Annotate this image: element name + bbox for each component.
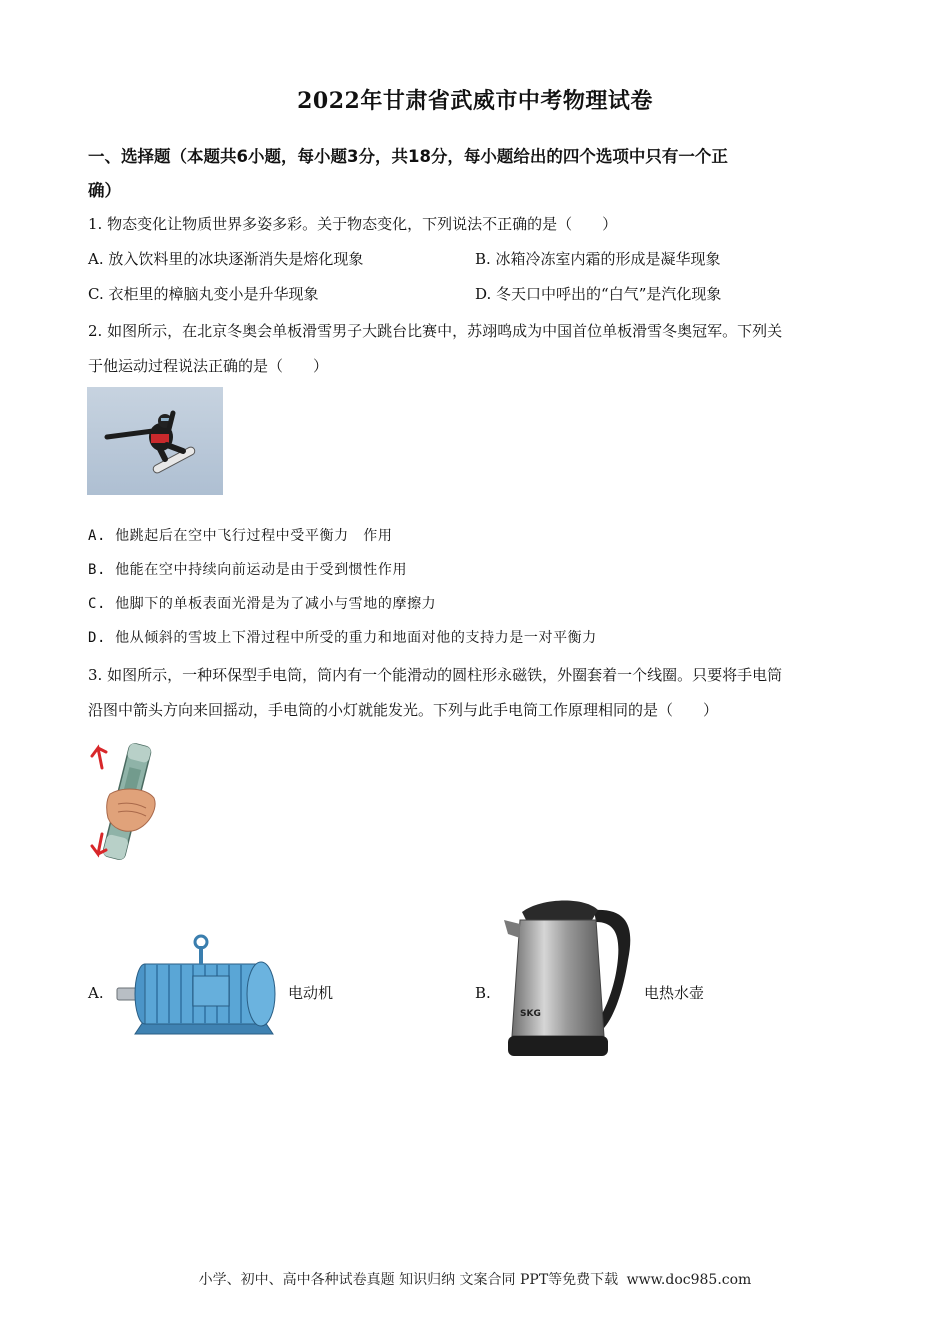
q2-stem-line1: 2. 如图所示，在北京冬奥会单板滑雪男子大跳台比赛中，苏翊鸣成为中国首位单板滑雪冬奥冠军。下列关 — [88, 322, 783, 340]
q1-option-d: D. 冬天口中呼出的“白气”是汽化现象 — [475, 285, 722, 303]
q2-stem-line2: 于他运动过程说法正确的是（ ） — [88, 357, 329, 375]
electric-kettle-image — [500, 890, 635, 1062]
q3-option-b-label: 电热水壶 — [644, 984, 705, 1002]
snowboarder-photo — [87, 387, 223, 495]
footer-url[interactable]: www.doc985.com — [626, 1272, 752, 1288]
q3-option-a-label: 电动机 — [288, 984, 334, 1002]
q2-option-c: C. 他脚下的单板表面光滑是为了减小与雪地的摩擦力 — [88, 596, 437, 612]
q2-option-a: A. 他跳起后在空中飞行过程中受平衡力 作用 — [88, 528, 393, 544]
q1-option-b: B. 冰箱冷冻室内霜的形成是凝华现象 — [475, 250, 721, 268]
footer-text: 小学、初中、高中各种试卷真题 知识归纳 文案合同 PPT等免费下载 — [198, 1272, 619, 1288]
shake-flashlight-illustration — [88, 738, 170, 866]
section-heading-line2: 确） — [88, 181, 121, 200]
electric-motor-image — [113, 930, 285, 1038]
section-heading-line1: 一、选择题（本题共6小题，每小题3分，共18分，每小题给出的四个选项中只有一个正 — [88, 147, 728, 166]
kettle-brand-text: SKG — [520, 1009, 541, 1019]
q3-option-b-letter: B. — [475, 984, 491, 1002]
page-title: 2022年甘肃省武威市中考物理试卷 — [297, 88, 653, 114]
section-heading — [88, 140, 868, 208]
q2-option-b: B. 他能在空中持续向前运动是由于受到惯性作用 — [88, 562, 408, 578]
q1-option-c: C. 衣柜里的樟脑丸变小是升华现象 — [88, 285, 319, 303]
q1-option-a: A. 放入饮料里的冰块逐渐消失是熔化现象 — [88, 250, 364, 268]
q1-stem: 1. 物态变化让物质世界多姿多彩。关于物态变化，下列说法不正确的是（ ） — [88, 215, 618, 233]
q3-stem-line2: 沿图中箭头方向来回摇动，手电筒的小灯就能发光。下列与此手电筒工作原理相同的是（ ） — [88, 701, 719, 719]
q3-option-a-letter: A. — [88, 984, 104, 1002]
page-footer — [0, 1269, 950, 1289]
q3-stem-line1: 3. 如图所示，一种环保型手电筒，筒内有一个能滑动的圆柱形永磁铁，外圈套着一个线圈。只要将手电筒 — [88, 666, 783, 684]
q2-option-d: D. 他从倾斜的雪坡上下滑过程中所受的重力和地面对他的支持力是一对平衡力 — [88, 630, 597, 646]
